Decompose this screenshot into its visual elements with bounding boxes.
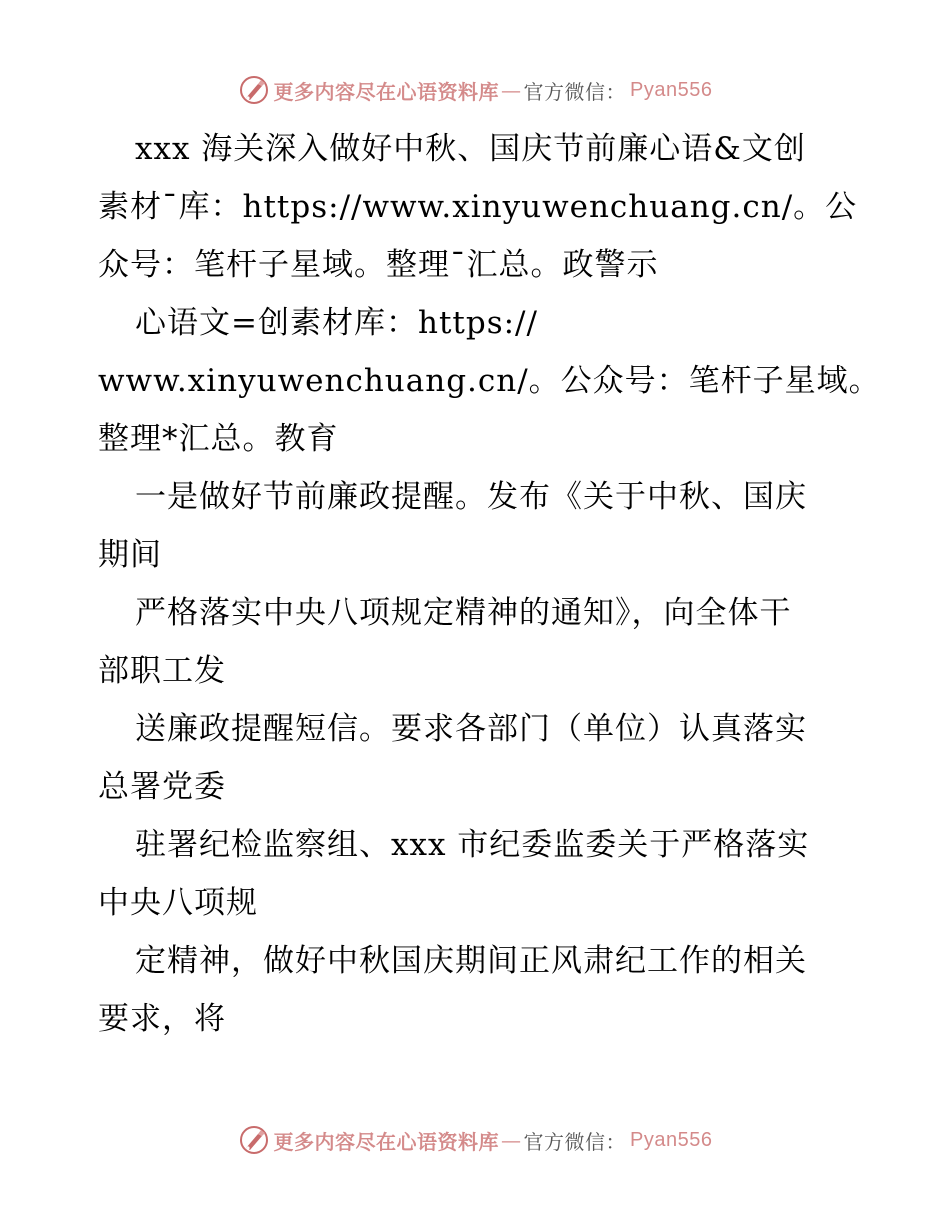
banner-title: 更多内容尽在心语资料库	[273, 79, 500, 104]
document-body	[98, 120, 881, 1048]
banner-wechat-label: 官方微信：	[523, 1129, 627, 1154]
banner-wechat-label: 官方微信：	[523, 79, 627, 104]
pen-logo-icon	[238, 74, 270, 106]
body-line: 素材¯库：https://www.xinyuwenchuang.cn/。公	[98, 189, 858, 225]
body-line: 严格落实中央八项规定精神的通知》，向全体干	[135, 595, 792, 631]
body-line: 期间	[98, 537, 162, 573]
body-line: 一是做好节前廉政提醒。发布《关于中秋、国庆	[135, 479, 807, 515]
footer-watermark-banner	[0, 1120, 950, 1160]
body-line: 中央八项规	[98, 885, 258, 921]
body-line: www.xinyuwenchuang.cn/。公众号：笔杆子星域。	[98, 363, 881, 399]
banner-dash: —	[501, 78, 522, 102]
body-line: xxx 海关深入做好中秋、国庆节前廉心语&文创	[135, 131, 806, 167]
body-line: 众号：笔杆子星域。整理¯汇总。政警示	[98, 247, 659, 283]
banner-title: 更多内容尽在心语资料库	[273, 1129, 500, 1154]
body-line: 要求，将	[98, 1001, 226, 1037]
body-line: 整理*汇总。教育	[98, 421, 339, 457]
body-line: 送廉政提醒短信。要求各部门（单位）认真落实	[135, 711, 807, 747]
banner-wechat-id: Pyan556	[630, 78, 713, 101]
body-line: 部职工发	[98, 653, 226, 689]
banner-dash: —	[501, 1128, 522, 1152]
body-line: 驻署纪检监察组、xxx 市纪委监委关于严格落实	[135, 827, 810, 863]
header-watermark-banner	[0, 70, 950, 110]
body-line: 心语文=创素材库：https://	[135, 305, 538, 341]
pen-logo-icon	[238, 1124, 270, 1156]
body-line: 定精神，做好中秋国庆期间正风肃纪工作的相关	[135, 943, 807, 979]
body-line: 总署党委	[98, 769, 226, 805]
banner-wechat-id: Pyan556	[630, 1128, 713, 1151]
